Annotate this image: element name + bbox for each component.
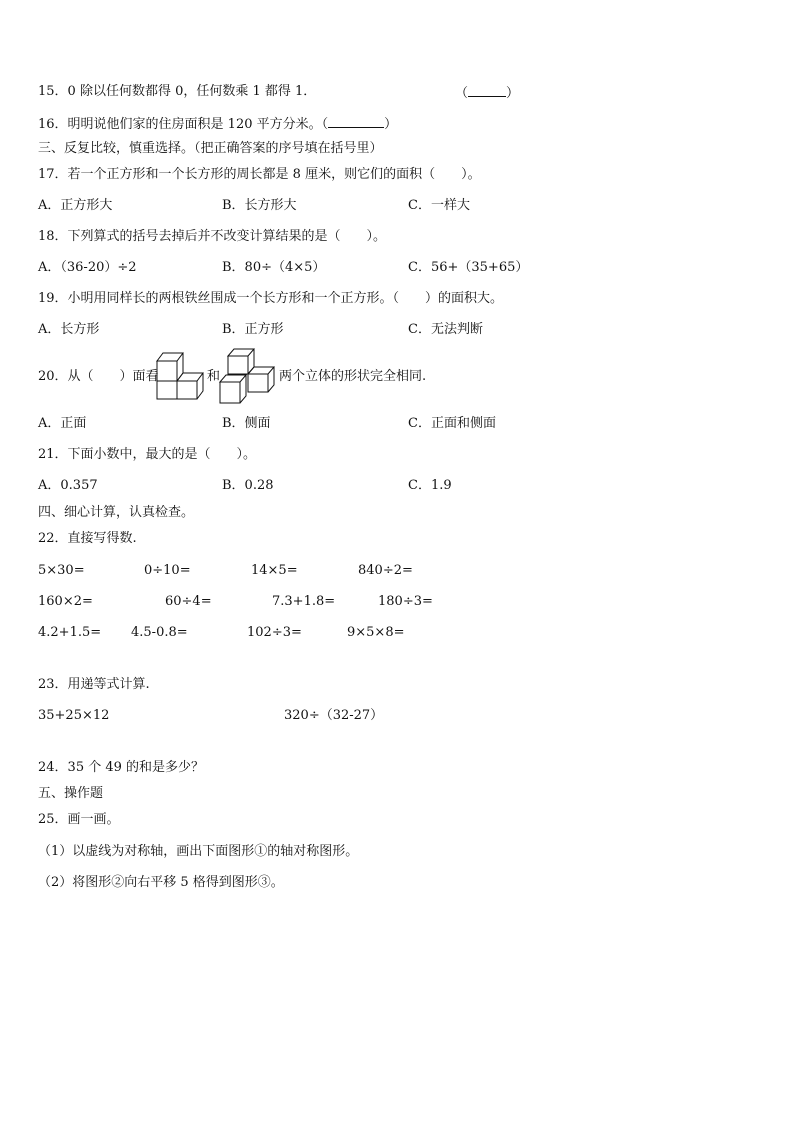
question-22-stem: 22．直接写得数. [38, 531, 137, 546]
calc-item: 840÷2= [358, 563, 413, 578]
calc-item: 9×5×8= [347, 625, 405, 640]
answer-blank[interactable] [328, 115, 384, 128]
option-c[interactable]: C．一样大 [408, 198, 470, 213]
bracket-right: ） [506, 86, 520, 101]
section-5-title: 五、操作题 [38, 786, 104, 801]
question-20-stem-part1: 20．从（ ）面看 [38, 369, 159, 384]
question-15-answer-bracket [455, 84, 519, 102]
option-c[interactable]: C．1.9 [408, 478, 452, 493]
option-b[interactable]: B．80÷（4×5） [222, 260, 326, 275]
question-20-stem-part2: 和 [207, 369, 221, 384]
calc-item: 4.5-0.8= [131, 625, 188, 640]
question-16 [38, 115, 397, 133]
expression-1: 35+25×12 [38, 708, 110, 723]
answer-blank[interactable] [468, 84, 506, 97]
calc-item: 14×5= [251, 563, 298, 578]
question-15 [38, 84, 316, 100]
option-a[interactable]: A．长方形 [38, 322, 100, 337]
option-a[interactable]: A．正方形大 [38, 198, 113, 213]
option-b[interactable]: B．正方形 [222, 322, 284, 337]
calc-item: 5×30= [38, 563, 85, 578]
question-16-text: 16．明明说他们家的住房面积是 120 平方分米。（ [38, 117, 329, 132]
calc-item: 0÷10= [144, 563, 191, 578]
option-a[interactable]: A．0.357 [38, 478, 98, 493]
question-18-stem: 18．下列算式的括号去掉后并不改变计算结果的是（ ）。 [38, 229, 387, 244]
question-23-stem: 23．用递等式计算. [38, 677, 150, 692]
option-a[interactable]: A．（36-20）÷2 [38, 260, 137, 275]
question-25-part-2: （2）将图形②向右平移 5 格得到图形③。 [38, 875, 284, 890]
solid-figure-2-image [219, 347, 279, 405]
question-17-stem: 17．若一个正方形和一个长方形的周长都是 8 厘米，则它们的面积（ ）。 [38, 167, 481, 182]
bracket-left: （ [455, 86, 469, 101]
bracket-right: ） [384, 117, 398, 132]
option-b[interactable]: B．长方形大 [222, 198, 297, 213]
question-25-part-1: （1）以虚线为对称轴，画出下面图形①的轴对称图形。 [38, 844, 359, 859]
question-15-text: 15．0 除以任何数都得 0，任何数乘 1 都得 1． [38, 84, 317, 99]
option-c[interactable]: C．无法判断 [408, 322, 483, 337]
option-c[interactable]: C．56+（35+65） [408, 260, 529, 275]
calc-item: 160×2= [38, 594, 93, 609]
option-a[interactable]: A．正面 [38, 416, 87, 431]
section-3-title: 三、反复比较，慎重选择。（把正确答案的序号填在括号里） [38, 141, 383, 156]
calc-item: 102÷3= [247, 625, 302, 640]
option-b[interactable]: B．侧面 [222, 416, 271, 431]
question-24-stem: 24．35 个 49 的和是多少？ [38, 760, 205, 775]
expression-2: 320÷（32-27） [284, 708, 384, 723]
calc-item: 4.2+1.5= [38, 625, 102, 640]
question-19-stem: 19．小明用同样长的两根铁丝围成一个长方形和一个正方形。（ ）的面积大。 [38, 291, 504, 306]
question-25-stem: 25．画一画。 [38, 812, 120, 827]
question-20-stem-part3: 两个立体的形状完全相同. [279, 369, 427, 384]
section-4-title: 四、细心计算，认真检查。 [38, 505, 195, 520]
option-b[interactable]: B．0.28 [222, 478, 274, 493]
option-c[interactable]: C．正面和侧面 [408, 416, 496, 431]
calc-item: 60÷4= [165, 594, 212, 609]
calc-item: 180÷3= [378, 594, 433, 609]
solid-figure-1-image [156, 351, 208, 401]
question-21-stem: 21．下面小数中，最大的是（ ）。 [38, 447, 257, 462]
calc-item: 7.3+1.8= [272, 594, 336, 609]
